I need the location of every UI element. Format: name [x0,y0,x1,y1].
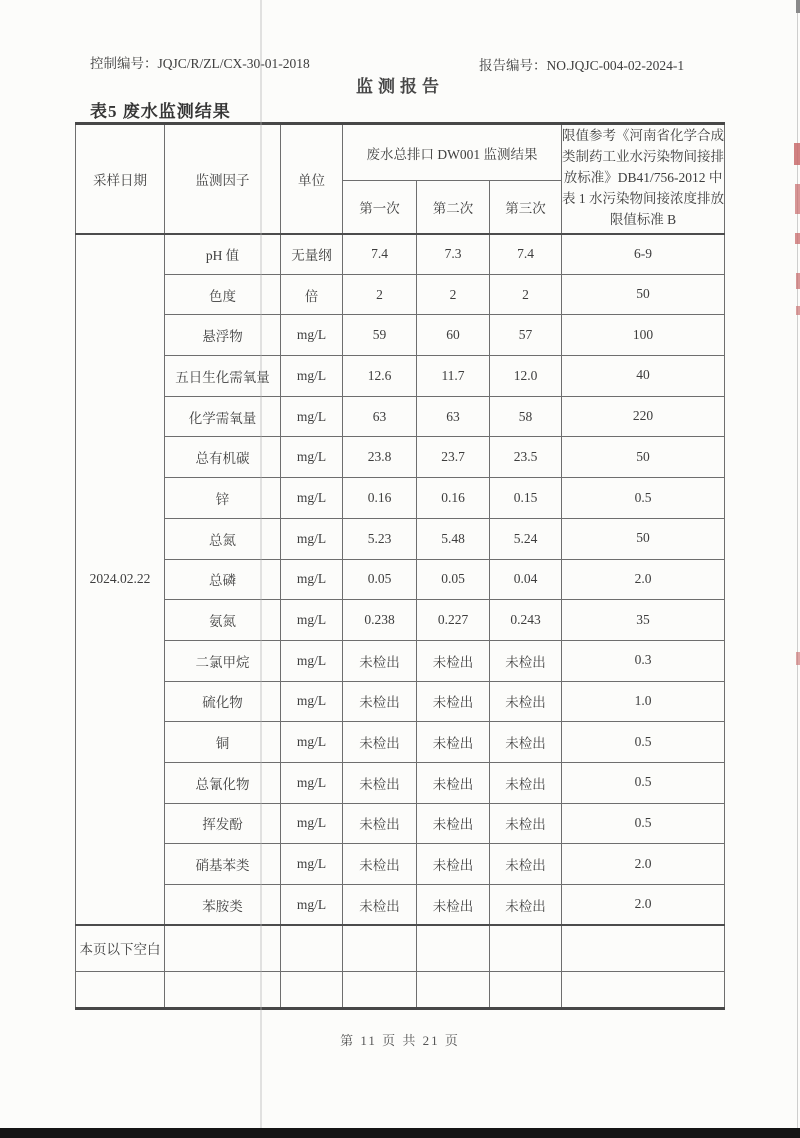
col-header-run-1: 第一次 [343,181,417,234]
value-cell: 未检出 [490,885,562,926]
table-row [76,518,725,559]
value-cell: 0.05 [417,559,490,600]
sample-date-cell: 2024.02.22 [76,234,165,926]
value-cell: 未检出 [417,640,490,681]
value-cell: 未检出 [490,803,562,844]
red-stamp-fragment [796,652,800,665]
factor-cell: 总氮 [165,518,281,559]
table-row [76,437,725,478]
value-cell: 60 [417,315,490,356]
limit-cell: 6-9 [562,234,725,275]
value-cell: 未检出 [490,722,562,763]
value-cell: 未检出 [343,762,417,803]
value-cell: 未检出 [343,803,417,844]
value-cell: 0.15 [490,478,562,519]
scan-corner-mark [796,0,800,13]
unit-cell: mg/L [281,559,343,600]
factor-cell: 五日生化需氧量 [165,356,281,397]
report-number: 报告编号：NO.JQJC-004-02-2024-1 [479,58,685,73]
results-table [75,122,725,1010]
empty-cell [490,971,562,1008]
value-cell: 0.238 [343,600,417,641]
page-edge-line [797,0,798,1128]
blank-note-cell: 本页以下空白 [76,925,165,971]
unit-cell: mg/L [281,396,343,437]
value-cell: 12.6 [343,356,417,397]
limit-cell: 1.0 [562,681,725,722]
empty-cell [165,925,281,971]
value-cell: 63 [417,396,490,437]
value-cell: 未检出 [417,803,490,844]
table-row [76,803,725,844]
factor-cell: pH 值 [165,234,281,275]
table-row [76,274,725,315]
value-cell: 0.227 [417,600,490,641]
value-cell: 0.16 [343,478,417,519]
value-cell: 2 [490,274,562,315]
value-cell: 未检出 [343,885,417,926]
value-cell: 未检出 [417,722,490,763]
value-cell: 7.4 [490,234,562,275]
value-cell: 7.4 [343,234,417,275]
value-cell: 未检出 [490,640,562,681]
table-row [76,600,725,641]
limit-cell: 0.5 [562,803,725,844]
value-cell: 未检出 [343,640,417,681]
value-cell: 59 [343,315,417,356]
value-cell: 58 [490,396,562,437]
value-cell: 0.16 [417,478,490,519]
col-header-result-group: 废水总排口 DW001 监测结果 [343,124,562,181]
control-number: 控制编号：JQJC/R/ZL/CX-30-01-2018 [90,56,310,71]
unit-cell: mg/L [281,885,343,926]
table-row [76,396,725,437]
unit-cell: mg/L [281,844,343,885]
red-stamp-fragment [795,184,800,214]
unit-cell: mg/L [281,722,343,763]
value-cell: 未检出 [417,844,490,885]
table-row [76,681,725,722]
value-cell: 23.7 [417,437,490,478]
limit-cell: 0.5 [562,722,725,763]
value-cell: 0.05 [343,559,417,600]
empty-cell [76,971,165,1008]
factor-cell: 苯胺类 [165,885,281,926]
value-cell: 未检出 [343,844,417,885]
table-row [76,559,725,600]
limit-cell: 2.0 [562,885,725,926]
factor-cell: 硫化物 [165,681,281,722]
value-cell: 7.3 [417,234,490,275]
value-cell: 2 [343,274,417,315]
table-row [76,234,725,275]
empty-cell [165,971,281,1008]
empty-cell [417,971,490,1008]
blank-note-row [76,925,725,971]
unit-cell: mg/L [281,518,343,559]
red-stamp-fragment [795,233,800,244]
unit-cell: mg/L [281,478,343,519]
value-cell: 23.5 [490,437,562,478]
col-header-limit-ref: 限值参考《河南省化学合成类制药工业水污染物间接排放标准》DB41/756-2012 中表 1 水污染物间接浓度排放限值标准 B [562,124,725,234]
value-cell: 未检出 [417,681,490,722]
factor-cell: 悬浮物 [165,315,281,356]
empty-cell [281,925,343,971]
value-cell: 未检出 [343,722,417,763]
table-caption: 表5 废水监测结果 [90,102,231,121]
value-cell: 未检出 [417,885,490,926]
factor-cell: 挥发酚 [165,803,281,844]
limit-cell: 0.3 [562,640,725,681]
unit-cell: 倍 [281,274,343,315]
unit-cell: mg/L [281,803,343,844]
empty-cell [281,971,343,1008]
col-header-run-2: 第二次 [417,181,490,234]
empty-cell [562,971,725,1008]
empty-cell [343,971,417,1008]
limit-cell: 2.0 [562,844,725,885]
limit-cell: 100 [562,315,725,356]
page-number: 第 11 页 共 21 页 [340,1033,460,1048]
col-header-sample-date: 采样日期 [76,124,165,234]
factor-cell: 硝基苯类 [165,844,281,885]
value-cell: 5.48 [417,518,490,559]
col-header-unit: 单位 [281,124,343,234]
scan-crease-line [260,0,262,1128]
value-cell: 11.7 [417,356,490,397]
unit-cell: 无量纲 [281,234,343,275]
table-row [76,844,725,885]
factor-cell: 锌 [165,478,281,519]
value-cell: 0.04 [490,559,562,600]
limit-cell: 50 [562,274,725,315]
value-cell: 23.8 [343,437,417,478]
report-title: 监测报告 [356,77,444,96]
limit-cell: 50 [562,437,725,478]
value-cell: 未检出 [490,844,562,885]
unit-cell: mg/L [281,762,343,803]
empty-cell [490,925,562,971]
table-row [76,315,725,356]
table-row [76,640,725,681]
table-row [76,885,725,926]
col-header-factor: 监测因子 [165,124,281,234]
value-cell: 未检出 [490,762,562,803]
factor-cell: 色度 [165,274,281,315]
limit-cell: 0.5 [562,478,725,519]
unit-cell: mg/L [281,640,343,681]
value-cell: 5.24 [490,518,562,559]
factor-cell: 氨氮 [165,600,281,641]
factor-cell: 铜 [165,722,281,763]
value-cell: 57 [490,315,562,356]
limit-cell: 50 [562,518,725,559]
limit-cell: 0.5 [562,762,725,803]
limit-cell: 40 [562,356,725,397]
value-cell: 63 [343,396,417,437]
limit-cell: 220 [562,396,725,437]
value-cell: 未检出 [343,681,417,722]
unit-cell: mg/L [281,600,343,641]
table-row [76,478,725,519]
red-stamp-fragment [796,273,800,289]
empty-cell [562,925,725,971]
table-row [76,356,725,397]
factor-cell: 二氯甲烷 [165,640,281,681]
col-header-run-3: 第三次 [490,181,562,234]
factor-cell: 化学需氧量 [165,396,281,437]
value-cell: 0.243 [490,600,562,641]
limit-cell: 2.0 [562,559,725,600]
red-stamp-fragment [794,143,800,165]
unit-cell: mg/L [281,681,343,722]
factor-cell: 总磷 [165,559,281,600]
empty-cell [343,925,417,971]
value-cell: 12.0 [490,356,562,397]
factor-cell: 总氰化物 [165,762,281,803]
table-row [76,762,725,803]
empty-cell [417,925,490,971]
unit-cell: mg/L [281,437,343,478]
empty-row [76,971,725,1008]
factor-cell: 总有机碳 [165,437,281,478]
unit-cell: mg/L [281,356,343,397]
unit-cell: mg/L [281,315,343,356]
value-cell: 2 [417,274,490,315]
red-stamp-fragment [796,306,800,315]
value-cell: 未检出 [490,681,562,722]
value-cell: 5.23 [343,518,417,559]
value-cell: 未检出 [417,762,490,803]
scanner-edge-bar [0,1128,800,1138]
limit-cell: 35 [562,600,725,641]
table-row [76,722,725,763]
